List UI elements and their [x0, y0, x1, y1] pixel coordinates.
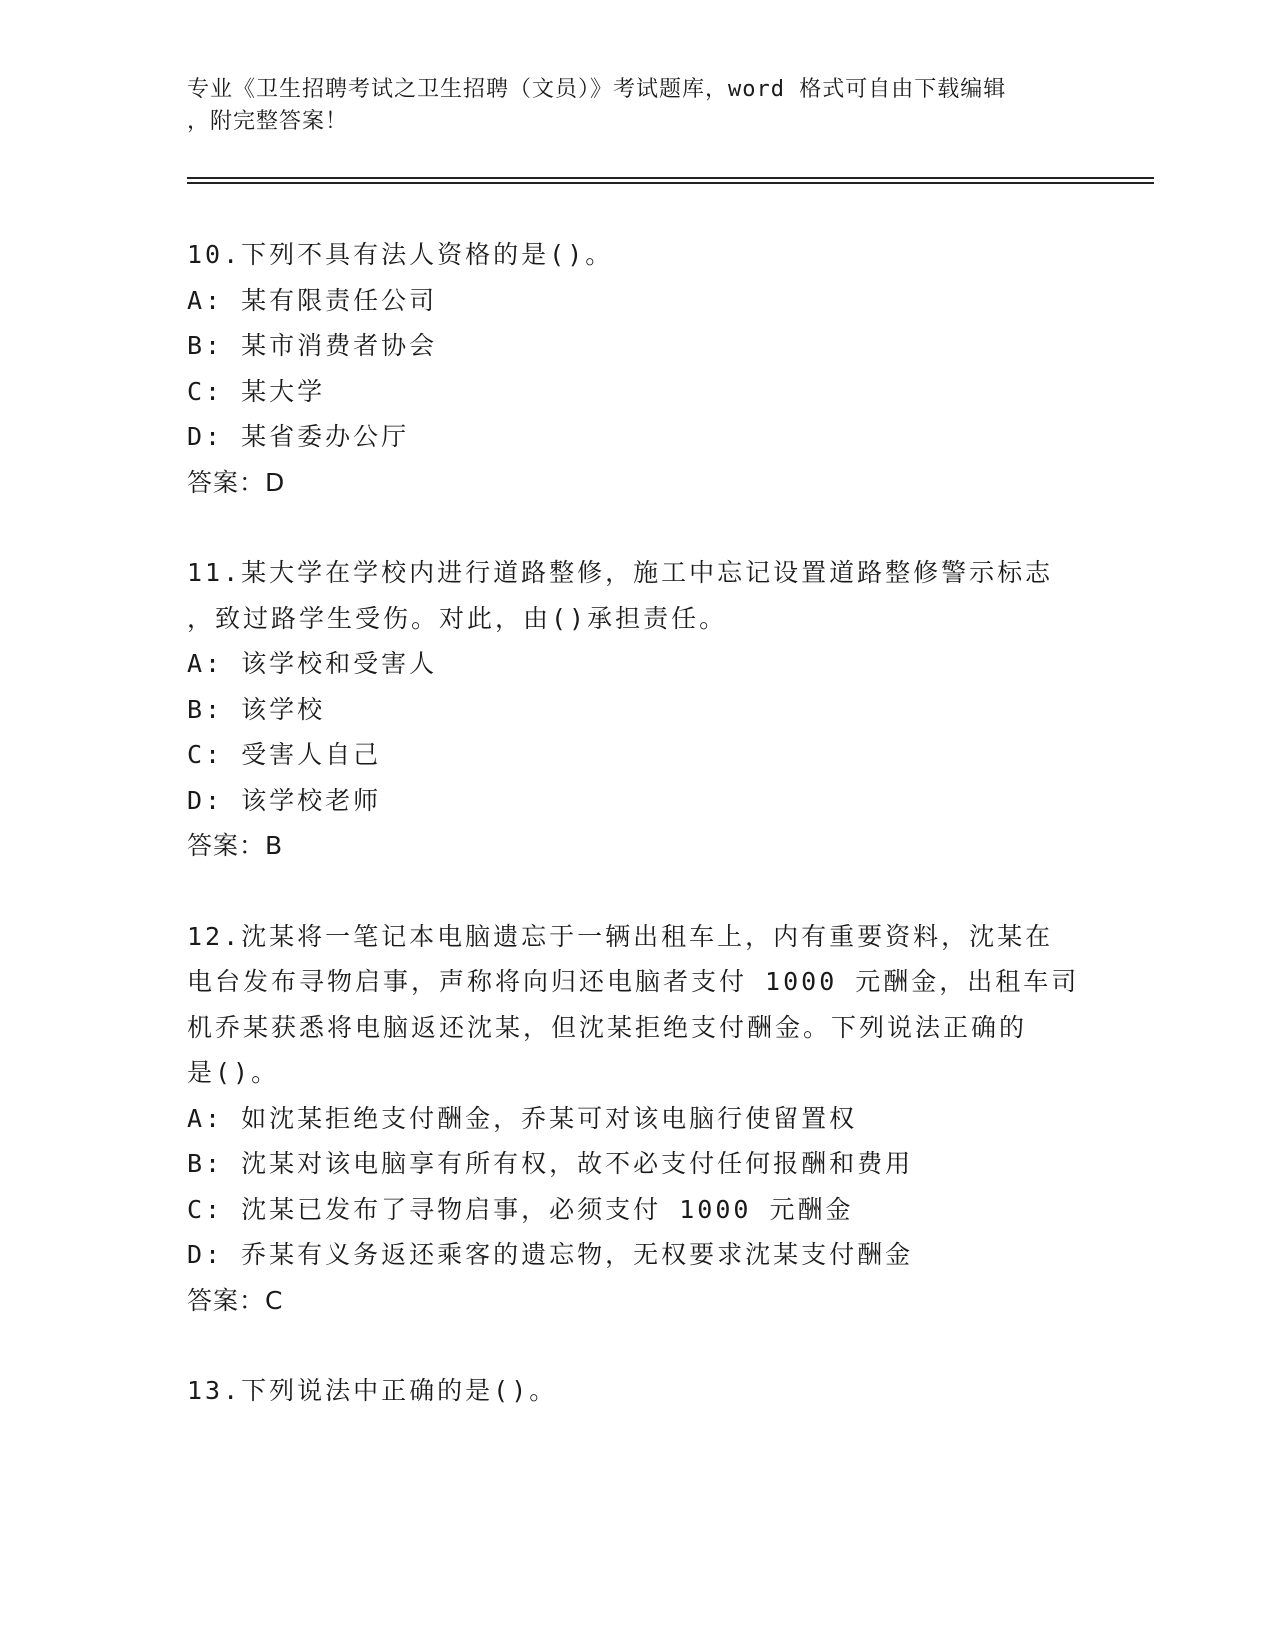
header-line-2: ，附完整答案！	[187, 109, 349, 134]
header-divider-bottom	[187, 182, 1154, 184]
option-letter: B:	[187, 694, 224, 724]
option-letter: D:	[187, 1240, 224, 1269]
document-header	[187, 74, 1087, 138]
option-a	[187, 1096, 1087, 1142]
option-letter: A:	[187, 1103, 224, 1133]
question-list	[187, 232, 1087, 1459]
question-11	[187, 550, 1087, 869]
option-letter: A:	[187, 285, 224, 315]
question-text: 电台发布寻物启事，声称将向归还电脑者支付 1000 元酬金，出租车司	[187, 967, 1080, 996]
question-text: 12.沈某将一笔记本电脑遗忘于一辆出租车上，内有重要资料，沈某在	[187, 921, 1054, 951]
option-c	[187, 732, 1087, 778]
option-d	[187, 414, 1087, 460]
option-text: 该学校	[241, 694, 326, 724]
question-text: 13.下列说法中正确的是()。	[187, 1376, 558, 1405]
option-text: 沈某已发布了寻物启事，必须支付 1000 元酬金	[241, 1194, 854, 1224]
option-letter: C:	[187, 740, 224, 769]
option-text: 沈某对该电脑享有所有权，故不必支付任何报酬和费用	[241, 1149, 914, 1178]
option-text: 该学校和受害人	[241, 649, 438, 678]
answer: 答案：C	[187, 1285, 284, 1315]
question-text: 是()。	[187, 1058, 280, 1087]
option-text: 某省委办公厅	[241, 422, 410, 451]
option-text: 受害人自己	[241, 740, 382, 769]
option-c	[187, 1187, 1087, 1233]
option-letter: B:	[187, 1149, 224, 1178]
option-a	[187, 278, 1087, 324]
answer: 答案：D	[187, 467, 286, 497]
option-b	[187, 1141, 1087, 1187]
option-letter: C:	[187, 1194, 224, 1224]
option-a	[187, 641, 1087, 687]
option-letter: D:	[187, 422, 224, 451]
header-divider-top	[187, 177, 1154, 179]
question-text: 11.某大学在学校内进行道路整修，施工中忘记设置道路整修警示标志	[187, 558, 1054, 587]
option-text: 某大学	[241, 376, 326, 406]
option-text: 如沈某拒绝支付酬金，乔某可对该电脑行使留置权	[241, 1103, 858, 1133]
option-text: 某市消费者协会	[241, 331, 438, 360]
option-text: 某有限责任公司	[241, 285, 438, 315]
option-c	[187, 369, 1087, 415]
question-text: 机乔某获悉将电脑返还沈某，但沈某拒绝支付酬金。下列说法正确的	[187, 1012, 1028, 1042]
option-letter: B:	[187, 331, 224, 360]
option-d	[187, 778, 1087, 824]
option-letter: A:	[187, 649, 224, 678]
question-10	[187, 232, 1087, 505]
header-line-1: 专业《卫生招聘考试之卫生招聘（文员）》考试题库，word 格式可自由下载编辑	[187, 77, 1007, 102]
option-letter: C:	[187, 376, 224, 406]
answer: 答案：B	[187, 831, 284, 860]
option-text: 乔某有义务返还乘客的遗忘物，无权要求沈某支付酬金	[241, 1240, 914, 1269]
question-12	[187, 914, 1087, 1324]
option-b	[187, 323, 1087, 369]
option-text: 该学校老师	[241, 785, 382, 815]
question-13	[187, 1368, 1087, 1414]
option-b	[187, 687, 1087, 733]
question-text: ，致过路学生受伤。对此，由()承担责任。	[187, 603, 728, 633]
option-letter: D:	[187, 785, 224, 815]
option-d	[187, 1232, 1087, 1278]
question-text: 10.下列不具有法人资格的是()。	[187, 240, 614, 269]
